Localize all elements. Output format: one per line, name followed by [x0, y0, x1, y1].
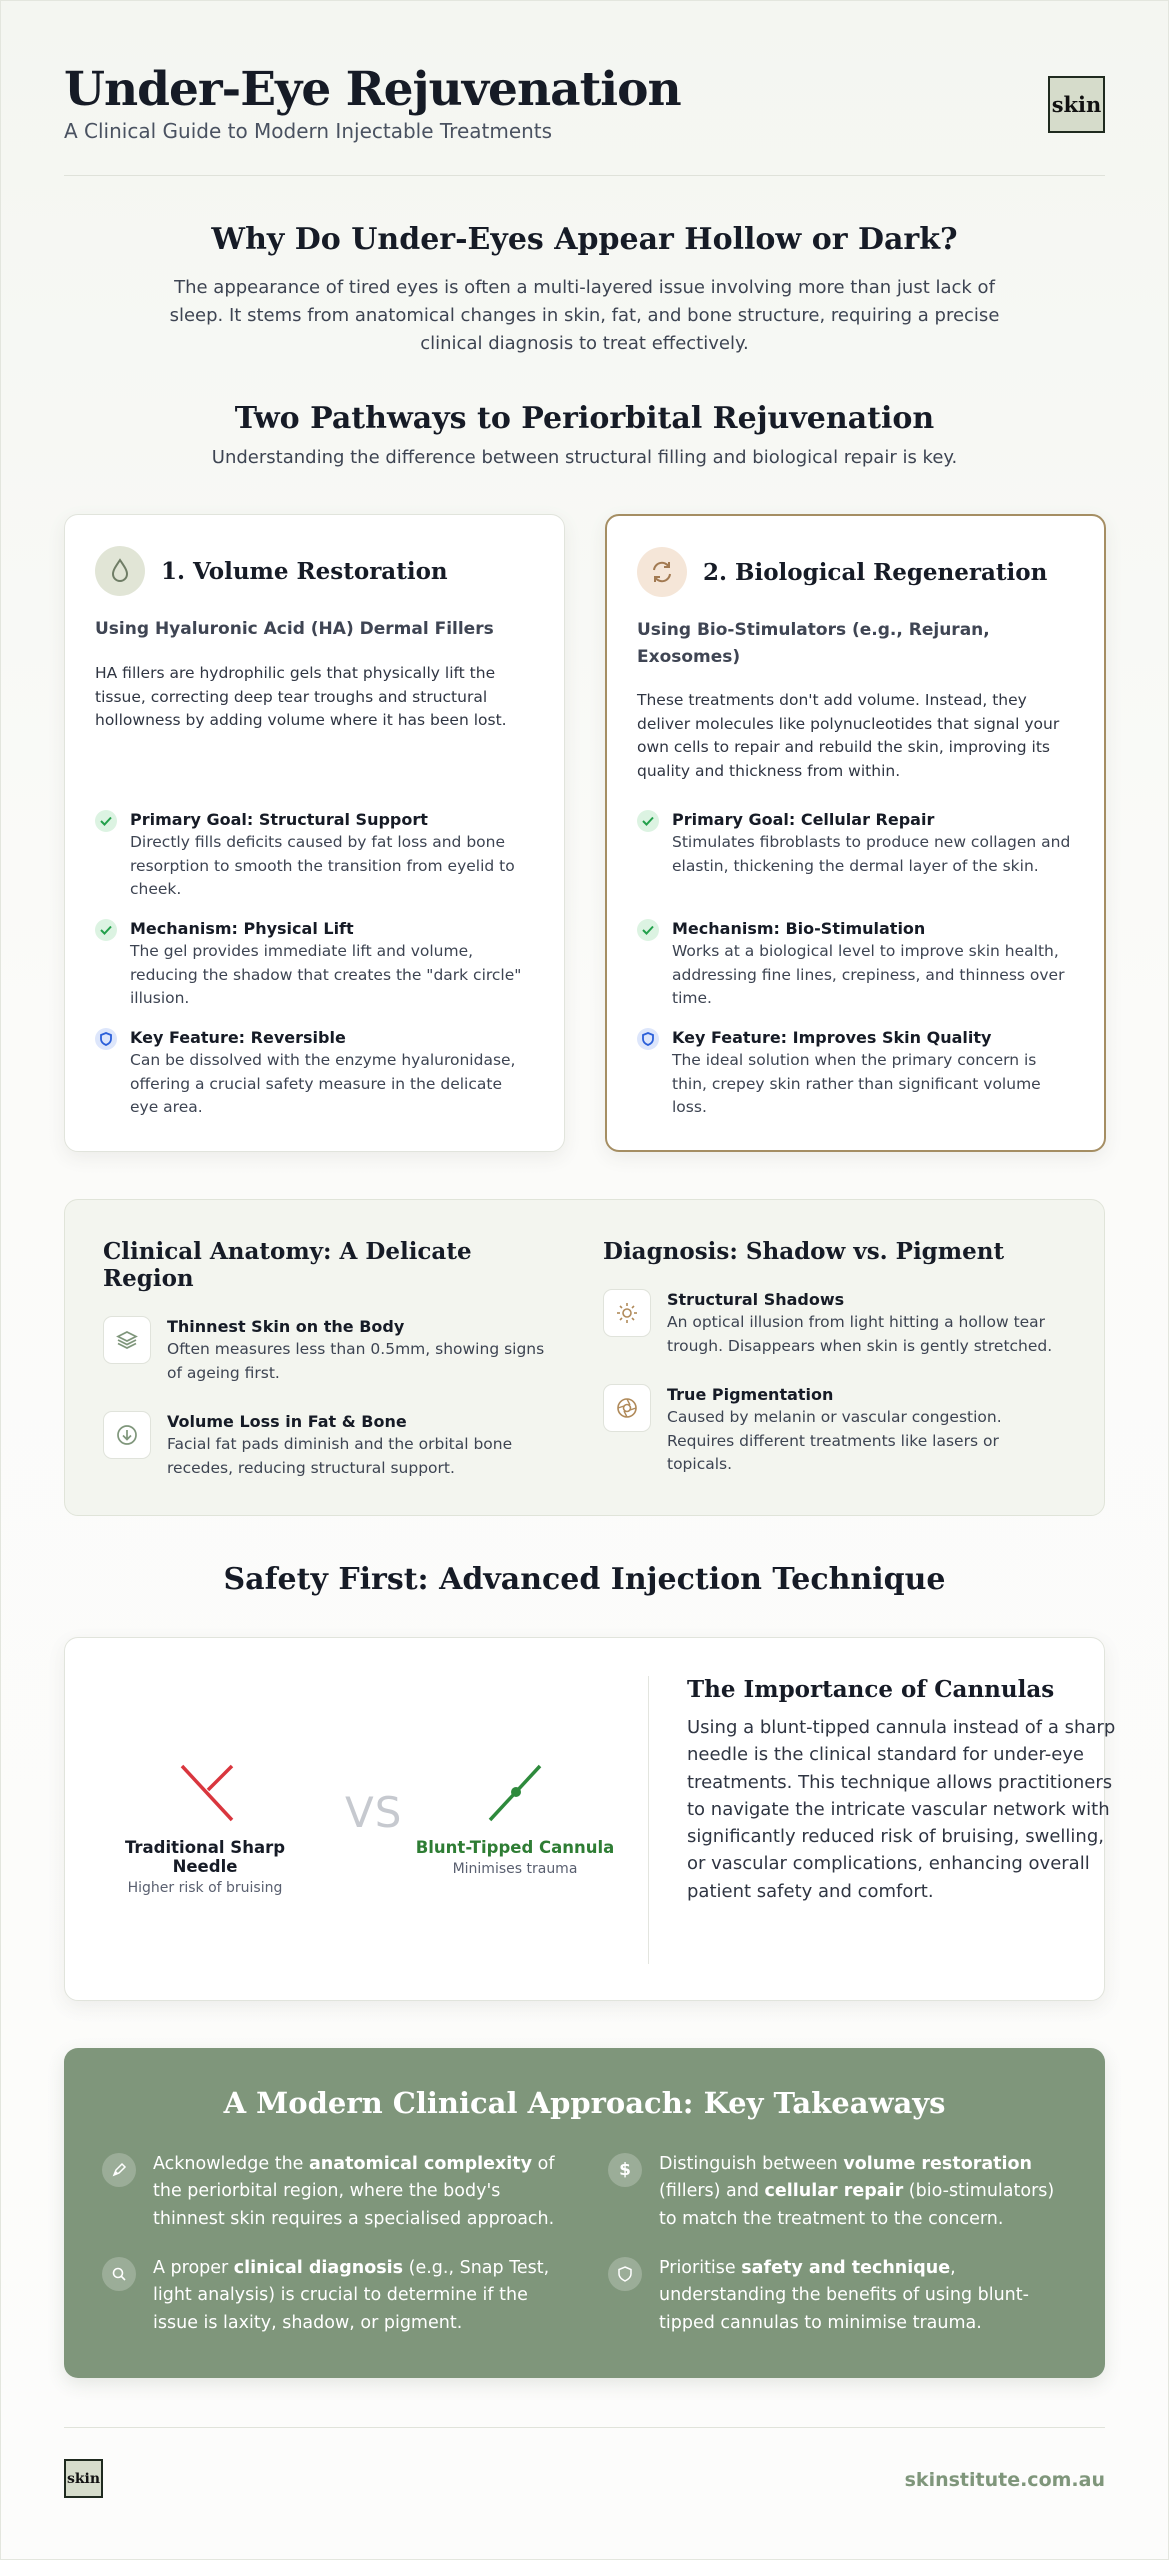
aperture-icon: [603, 1384, 651, 1432]
cannula-sublabel: Minimises trauma: [452, 1861, 578, 1877]
feature-text: Can be dissolved with the enzyme hyaluronidase, offering a crucial safety measure in the delicate eye area.: [130, 1051, 516, 1116]
feature-title: Key Feature: Improves Skin Quality: [672, 1028, 992, 1047]
info-title: Thinnest Skin on the Body: [167, 1317, 405, 1336]
arrow-down-circle-icon: [103, 1411, 151, 1459]
footer: [64, 2427, 1105, 2507]
feature-item: [95, 918, 534, 1011]
pathways-subheading: Understanding the difference between structural filling and biological repair is key.: [211, 447, 958, 468]
card-title: 1. Volume Restoration: [161, 557, 448, 585]
info-item: [603, 1289, 1063, 1358]
feature-text: Stimulates fibroblasts to produce new collagen and elastin, thickening the dermal layer of the skin.: [672, 833, 1071, 875]
page-subtitle: A Clinical Guide to Modern Injectable Treatments: [64, 119, 553, 143]
needle-sublabel: Higher risk of bruising: [127, 1880, 283, 1896]
biological-regeneration-card: [605, 514, 1106, 1152]
vs-label: VS: [345, 1788, 403, 1837]
diagnosis-heading: Diagnosis: Shadow vs. Pigment: [603, 1238, 1005, 1265]
dollar-icon: $: [608, 2153, 642, 2187]
info-text: Caused by melanin or vascular congestion. Requires different treatments like lasers or topicals.: [667, 1408, 1002, 1473]
info-title: Volume Loss in Fat & Bone: [167, 1412, 407, 1431]
feature-title: Primary Goal: Structural Support: [130, 810, 428, 829]
diagnosis-column: [603, 1238, 1063, 1503]
feature-title: Mechanism: Physical Lift: [130, 919, 354, 938]
feature-title: Key Feature: Reversible: [130, 1028, 346, 1047]
info-title: Structural Shadows: [667, 1290, 845, 1309]
takeaway-item: [608, 2255, 1068, 2337]
refresh-icon: [637, 547, 687, 597]
layers-icon: [103, 1316, 151, 1364]
feature-item: [95, 1027, 534, 1120]
footer-logo[interactable]: skin: [64, 2459, 103, 2498]
safety-panel: [64, 1637, 1116, 2001]
cannula-importance-text: Using a blunt-tipped cannula instead of a sharp needle is the clinical standard for under-eye treatments. This technique allows practitioners to navigate the intricate vascular network with significantly reduced risk of bruising, swelling, or vascular complications, enhancing overall patient safety and comfort.: [687, 1717, 1116, 1902]
sharp-needle-icon: [170, 1758, 240, 1828]
shield-icon: [95, 1028, 117, 1050]
intro-heading: Why Do Under-Eyes Appear Hollow or Dark?: [211, 222, 958, 257]
pathways-heading: Two Pathways to Periorbital Rejuvenation: [234, 401, 935, 436]
card-title: 2. Biological Regeneration: [703, 558, 1048, 586]
cannula-icon: [480, 1758, 550, 1828]
feature-text: Directly fills deficits caused by fat loss and bone resorption to smooth the transition from eyelid to cheek.: [130, 833, 515, 898]
feature-title: Primary Goal: Cellular Repair: [672, 810, 935, 829]
check-icon: [637, 810, 659, 832]
header: [64, 56, 1105, 176]
feature-item: [95, 809, 534, 902]
info-text: An optical illusion from light hitting a hollow tear trough. Disappears when skin is gently stretched.: [667, 1313, 1053, 1355]
website-link[interactable]: skinstitute.com.au: [904, 2469, 1105, 2491]
cannula-label: Blunt-Tipped Cannula: [415, 1838, 615, 1857]
sharp-needle-illustration: [90, 1758, 320, 1896]
droplet-icon: [95, 546, 145, 596]
check-icon: [637, 919, 659, 941]
feature-item: [637, 1027, 1074, 1120]
anatomy-column: [103, 1238, 563, 1506]
takeaway-item: [608, 2151, 1068, 2233]
page-title: Under-Eye Rejuvenation: [64, 62, 681, 117]
pen-icon: [102, 2153, 136, 2187]
card-description: HA fillers are hydrophilic gels that physically lift the tissue, correcting deep tear troughs and structural hollowness by adding volume where it has been lost.: [95, 664, 507, 729]
shield-icon: [637, 1028, 659, 1050]
intro-text: The appearance of tired eyes is often a multi-layered issue involving more than just lack of sleep. It stems from anatomical changes in skin, fat, and bone structure, requiring a precise clinical diagnosis to treat effectively.: [169, 277, 1000, 354]
feature-item: [637, 809, 1074, 878]
search-icon: [102, 2257, 136, 2291]
feature-text: Works at a biological level to improve skin health, addressing fine lines, crepiness, and thinness over time.: [672, 942, 1065, 1007]
divider: [648, 1676, 649, 1964]
takeaway-item: [102, 2255, 562, 2337]
takeaways-panel: [64, 2048, 1105, 2378]
takeaway-text: Acknowledge the anatomical complexity of the periorbital region, where the body's thinnest skin requires a specialised approach.: [153, 2154, 555, 2229]
safety-heading: Safety First: Advanced Injection Technique: [223, 1562, 946, 1597]
sun-icon: [603, 1289, 651, 1337]
feature-item: [637, 918, 1074, 1011]
takeaway-text: A proper clinical diagnosis (e.g., Snap Test, light analysis) is crucial to determine if the issue is laxity, shadow, or pigment.: [153, 2258, 550, 2333]
takeaways-heading: A Modern Clinical Approach: Key Takeaways: [223, 2086, 946, 2120]
card-subtitle: Using Hyaluronic Acid (HA) Dermal Fillers: [95, 619, 494, 639]
takeaway-text: Distinguish between volume restoration (fillers) and cellular repair (bio-stimulators) to match the treatment to the concern.: [659, 2154, 1055, 2229]
anatomy-heading: Clinical Anatomy: A Delicate Region: [103, 1238, 472, 1292]
volume-restoration-card: [64, 514, 565, 1152]
feature-text: The gel provides immediate lift and volume, reducing the shadow that creates the "dark circle" illusion.: [130, 942, 522, 1007]
cannula-importance-title: The Importance of Cannulas: [687, 1676, 1055, 1703]
card-description: These treatments don't add volume. Instead, they deliver molecules like polynucleotides that signal your own cells to repair and rebuild the skin, improving its quality and thickness from within.: [637, 691, 1060, 780]
feature-title: Mechanism: Bio-Stimulation: [672, 919, 926, 938]
brand-logo[interactable]: skin: [1048, 76, 1105, 133]
card-subtitle: Using Bio-Stimulators (e.g., Rejuran, Exosomes): [637, 620, 990, 667]
info-item: [103, 1316, 563, 1385]
needle-label: Traditional Sharp Needle: [124, 1838, 286, 1876]
takeaway-text: Prioritise safety and technique, understanding the benefits of using blunt-tipped cannulas to minimise trauma.: [659, 2258, 1029, 2333]
info-text: Facial fat pads diminish and the orbital bone recedes, reducing structural support.: [167, 1435, 513, 1477]
info-text: Often measures less than 0.5mm, showing signs of ageing first.: [167, 1340, 545, 1382]
cannula-illustration: [400, 1758, 630, 1877]
info-item: [603, 1384, 1063, 1477]
takeaway-item: [102, 2151, 562, 2233]
feature-text: The ideal solution when the primary concern is thin, crepey skin rather than significant volume loss.: [672, 1051, 1041, 1116]
check-icon: [95, 810, 117, 832]
shield-icon: [608, 2257, 642, 2291]
info-title: True Pigmentation: [667, 1385, 834, 1404]
check-icon: [95, 919, 117, 941]
info-item: [103, 1411, 563, 1480]
anatomy-diagnosis-panel: [64, 1199, 1105, 1516]
